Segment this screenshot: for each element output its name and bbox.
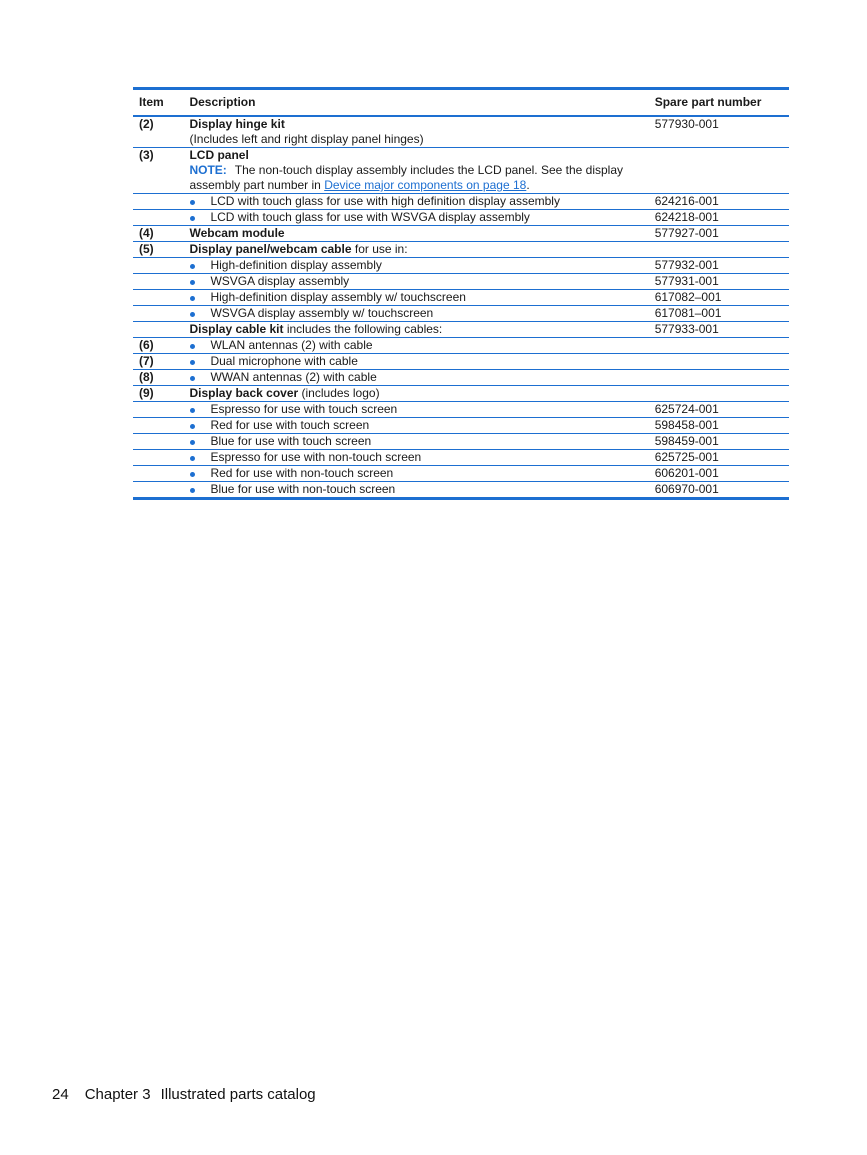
item-number: (3) [139, 148, 154, 162]
description [183, 258, 648, 274]
bullet-icon [190, 440, 195, 445]
item-number [133, 434, 183, 450]
spare-part-number: 577931-001 [654, 274, 719, 288]
table-row [133, 148, 789, 164]
spare-part-number: 625724-001 [654, 402, 719, 416]
spare-part-number: 577932-001 [654, 258, 719, 272]
spare-part-number [649, 370, 789, 386]
spare-part-number: 617082–001 [654, 290, 722, 304]
spare-part-number [649, 148, 789, 164]
description-bold: Display cable kit [189, 322, 284, 336]
item-number [133, 322, 183, 338]
item-number [133, 132, 183, 148]
description [183, 226, 648, 242]
description [183, 434, 648, 450]
description [183, 386, 648, 402]
bullet-text: Espresso for use with non-touch screen [210, 450, 422, 464]
bullet-icon [190, 376, 195, 381]
bullet-text: WLAN antennas (2) with cable [210, 338, 373, 352]
spare-part-number: 606201-001 [654, 466, 719, 480]
bullet-icon [190, 488, 195, 493]
item-number [133, 258, 183, 274]
spare-part-number [649, 242, 789, 258]
table-row [133, 402, 789, 418]
description [183, 148, 648, 164]
description-bold: LCD panel [189, 148, 249, 162]
item-number [133, 290, 183, 306]
table-row [133, 116, 789, 132]
spare-part-number: 577927-001 [654, 226, 719, 240]
bullet-text: Red for use with touch screen [210, 418, 370, 432]
spare-part-number [649, 163, 789, 194]
bullet-text: High-definition display assembly w/ touchscreen [210, 290, 466, 304]
table-row [133, 386, 789, 402]
chapter-label: Chapter 3 [84, 1086, 151, 1103]
page-number: 24 [52, 1086, 69, 1103]
table-row [133, 354, 789, 370]
bullet-icon [190, 472, 195, 477]
bullet-text: WWAN antennas (2) with cable [210, 370, 377, 384]
bullet-text: WSVGA display assembly w/ touchscreen [210, 306, 434, 320]
table-row [133, 194, 789, 210]
spare-part-number: 606970-001 [654, 482, 719, 496]
description [183, 482, 648, 499]
description [183, 116, 648, 132]
bullet-icon [190, 200, 195, 205]
description [183, 322, 648, 338]
bullet-text: Espresso for use with touch screen [210, 402, 398, 416]
item-number [133, 402, 183, 418]
header-spare-part-number: Spare part number [654, 95, 762, 109]
bullet-text: High-definition display assembly [210, 258, 382, 272]
description: (Includes left and right display panel hinges) [189, 132, 424, 146]
table-row [133, 242, 789, 258]
description-bold: Webcam module [189, 226, 285, 240]
table-row [133, 290, 789, 306]
description [183, 338, 648, 354]
description-rest: for use in: [351, 242, 408, 256]
spare-part-number: 577933-001 [654, 322, 719, 336]
item-number [133, 194, 183, 210]
description [183, 370, 648, 386]
bullet-text: Dual microphone with cable [210, 354, 358, 368]
spare-part-number [649, 132, 789, 148]
header-item: Item [139, 95, 164, 109]
table-row [133, 434, 789, 450]
description [183, 418, 648, 434]
item-number [133, 482, 183, 499]
bullet-icon [190, 264, 195, 269]
item-number: (6) [139, 338, 154, 352]
description-rest: (includes logo) [298, 386, 380, 400]
bullet-icon [190, 312, 195, 317]
table-row [133, 370, 789, 386]
chapter-title: Illustrated parts catalog [160, 1086, 316, 1103]
table-row [133, 226, 789, 242]
bullet-icon [190, 424, 195, 429]
table-row [133, 466, 789, 482]
description-rest: includes the following cables: [283, 322, 443, 336]
description [183, 242, 648, 258]
spare-part-number: 624218-001 [654, 210, 719, 224]
spare-part-number [649, 386, 789, 402]
table-row [133, 132, 789, 148]
description [183, 354, 648, 370]
table-row [133, 322, 789, 338]
item-number [133, 450, 183, 466]
description [183, 290, 648, 306]
device-major-components-link[interactable]: Device major components on page 18 [324, 178, 527, 192]
bullet-text: WSVGA display assembly [210, 274, 350, 288]
bullet-icon [190, 456, 195, 461]
item-number [133, 274, 183, 290]
table-row [133, 338, 789, 354]
bullet-text: Blue for use with touch screen [210, 434, 372, 448]
table-row [133, 258, 789, 274]
spare-part-number [649, 338, 789, 354]
description [183, 450, 648, 466]
bullet-text: LCD with touch glass for use with WSVGA display assembly [210, 210, 530, 224]
description [183, 466, 648, 482]
bullet-icon [190, 280, 195, 285]
bullet-icon [190, 344, 195, 349]
item-number: (7) [139, 354, 154, 368]
description [183, 274, 648, 290]
item-number: (2) [139, 117, 154, 131]
bullet-icon [190, 360, 195, 365]
bullet-text: Red for use with non-touch screen [210, 466, 394, 480]
bullet-icon [190, 408, 195, 413]
item-number: (8) [139, 370, 154, 384]
item-number: (4) [139, 226, 154, 240]
item-number [133, 466, 183, 482]
item-number: (9) [139, 386, 154, 400]
description-bold: Display hinge kit [189, 117, 285, 131]
note-label: NOTE: [189, 163, 227, 177]
spare-part-number: 577930-001 [654, 117, 719, 131]
spare-parts-table [133, 87, 789, 500]
description [183, 402, 648, 418]
description [183, 306, 648, 322]
table-row [133, 163, 789, 194]
spare-part-number: 598458-001 [654, 418, 719, 432]
item-number [133, 306, 183, 322]
description-bold: Display panel/webcam cable [189, 242, 352, 256]
note [183, 163, 648, 194]
table-row [133, 274, 789, 290]
description [183, 194, 648, 210]
item-number [133, 163, 183, 194]
spare-part-number [649, 354, 789, 370]
table-row [133, 306, 789, 322]
table-row [133, 210, 789, 226]
note-end: . [526, 178, 530, 192]
spare-part-number: 598459-001 [654, 434, 719, 448]
description [183, 210, 648, 226]
page-footer [52, 1086, 316, 1104]
bullet-text: Blue for use with non-touch screen [210, 482, 396, 496]
note-text: The non-touch display assembly includes the LCD panel. See the display assembly part number in [189, 163, 624, 192]
spare-part-number: 617081–001 [654, 306, 722, 320]
bullet-icon [190, 296, 195, 301]
table-header-row [133, 89, 789, 117]
table-row [133, 482, 789, 499]
item-number: (5) [139, 242, 154, 256]
item-number [133, 210, 183, 226]
bullet-icon [190, 216, 195, 221]
spare-part-number: 624216-001 [654, 194, 719, 208]
table-row [133, 450, 789, 466]
item-number [133, 418, 183, 434]
description-bold: Display back cover [189, 386, 299, 400]
header-description: Description [189, 95, 256, 109]
bullet-text: LCD with touch glass for use with high definition display assembly [210, 194, 560, 208]
table-row [133, 418, 789, 434]
spare-part-number: 625725-001 [654, 450, 719, 464]
